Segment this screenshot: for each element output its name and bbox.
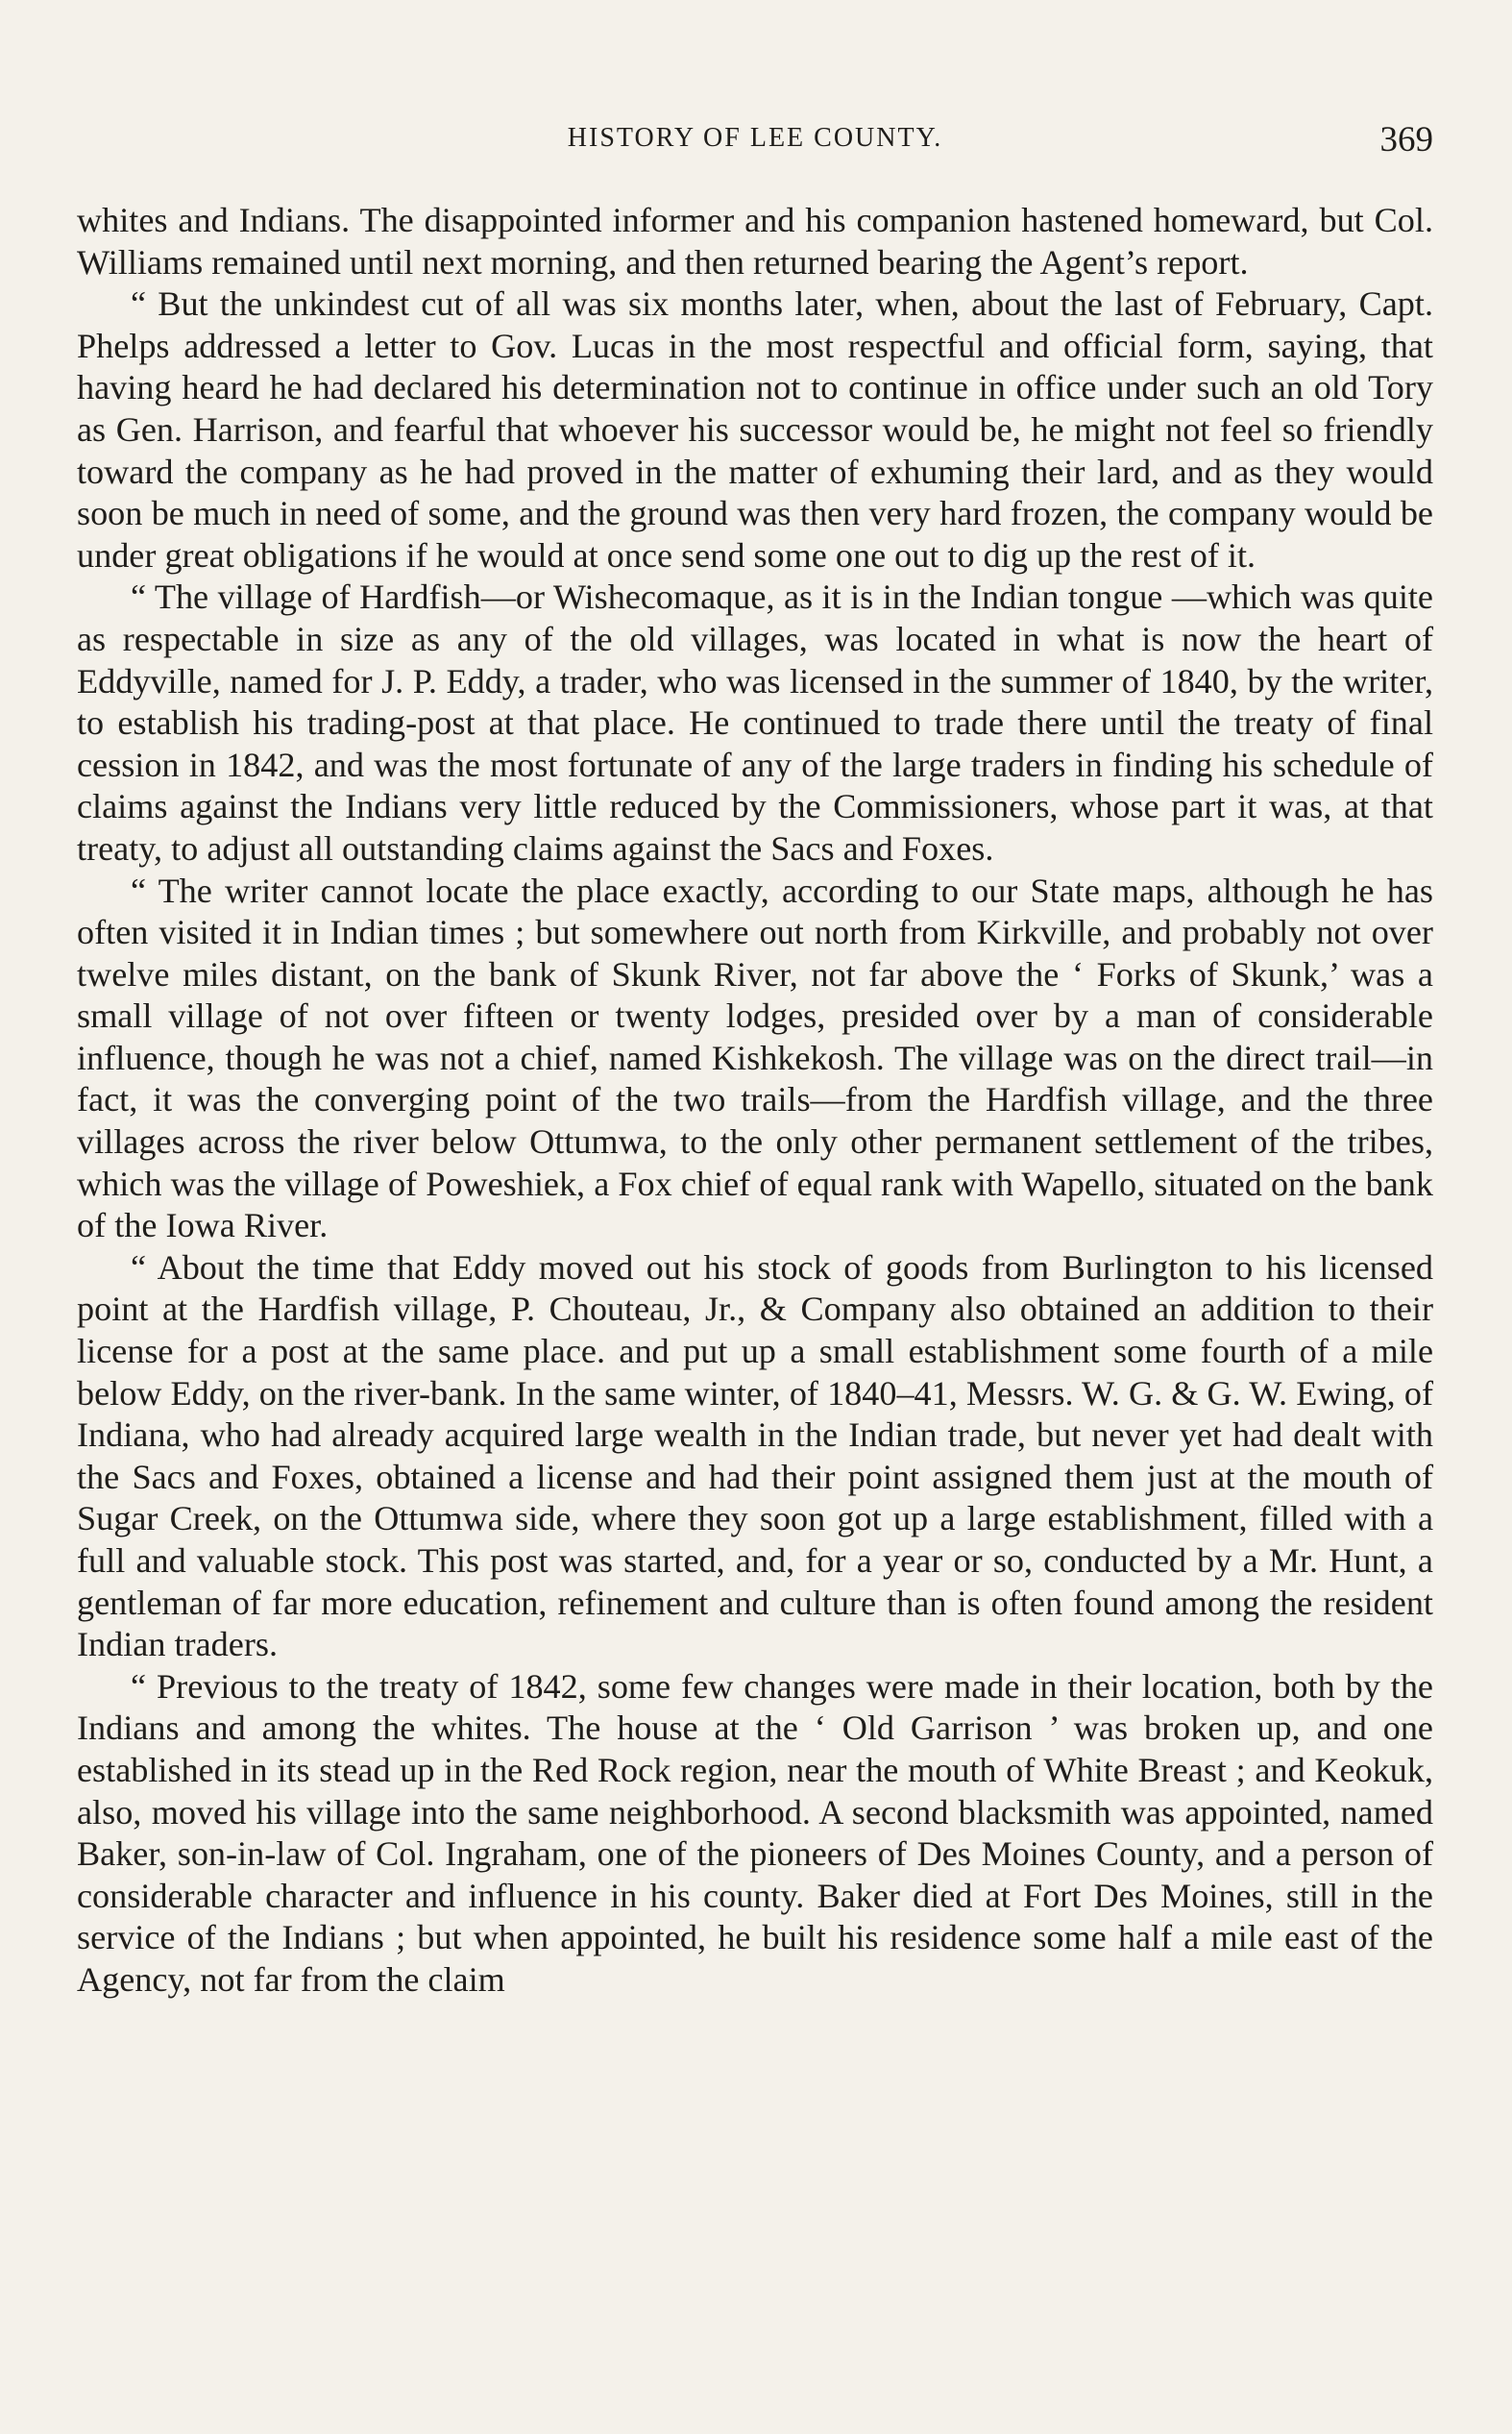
paragraph-kishkekosh-village: “ The writer cannot locate the place exactly, according to our State maps, although he has often visited it in Indian times ; but somewhere out north from Kirkville, and probably not over twelve miles distant, on the bank of Skunk River, not far above the ‘ Forks of Skunk,’ was a small village of not over fifteen or twenty lodges, presided over by a man of considerable influence, though he was not a chief, named Kishkekosh. The village was on the direct trail—in fact, it was the converging point of the two trails—from the Hardfish village, and the three villages across the river below Ottumwa, to the only other permanent settlement of the tribes, which was the village of Poweshiek, a Fox chief of equal rank with Wapello, situated on the bank of the Iowa River. (77, 871, 1433, 1245)
paragraph-continuation: whites and Indians. The disappointed informer and his companion hastened homeward, but Col. Williams remained until next morning, and then returned bearing the Agent’s report. (77, 201, 1433, 282)
page-number: 369 (1379, 120, 1433, 160)
book-page (77, 0, 1433, 2434)
running-title: HISTORY OF LEE COUNTY. (567, 123, 943, 153)
paragraph-unkindest-cut: “ But the unkindest cut of all was six months later, when, about the last of February, Capt. Phelps addressed a letter to Gov. Lucas in the most respectful and official form, saying, that having heard he had declared his determination not to continue in office under such an old Tory as Gen. Harrison, and fearful that whoever his successor would be, he might not feel so friendly toward the company as he had proved in the matter of exhuming their lard, and as they would soon be much in need of some, and the ground was then very hard frozen, the company would be under great obligations if he would at once send some one out to dig up the rest of it. (77, 284, 1433, 575)
paragraph-location-changes: “ Previous to the treaty of 1842, some few changes were made in their location, both by the Indians and among the whites. The house at the ‘ Old Garrison ’ was broken up, and one established in its stead up in the Red Rock region, near the mouth of White Breast ; and Keokuk, also, moved his village into the same neighborhood. A second blacksmith was appointed, named Baker, son-in-law of Col. Ingraham, one of the pioneers of Des Moines County, and a person of considerable character and influence in his county. Baker died at Fort Des Moines, still in the service of the Indians ; but when appointed, he built his residence some half a mile east of the Agency, not far from the claim (77, 1666, 1433, 1999)
body-text (77, 200, 1433, 2002)
paragraph-trading-posts: “ About the time that Eddy moved out his stock of goods from Burlington to his licensed point at the Hardfish village, P. Chouteau, Jr., & Company also obtained an addition to their license for a post at the same place. and put up a small establishment some fourth of a mile below Eddy, on the river-bank. In the same winter, of 1840–41, Messrs. W. G. & G. W. Ewing, of Indiana, who had already acquired large wealth in the Indian trade, but never yet had dealt with the Sacs and Foxes, obtained a license and had their point assigned them just at the mouth of Sugar Creek, on the Ottumwa side, where they soon got up a large establishment, filled with a full and valuable stock. This post was started, and, for a year or so, conducted by a Mr. Hunt, a gentleman of far more education, refinement and culture than is often found among the resident Indian traders. (77, 1247, 1433, 1664)
running-head (77, 120, 1433, 161)
paragraph-hardfish-village: “ The village of Hardfish—or Wishecomaque, as it is in the Indian tongue —which was quite as respectable in size as any of the old villages, was located in what is now the heart of Eddyville, named for J. P. Eddy, a trader, who was licensed in the summer of 1840, by the writer, to establish his trading-post at that place. He continued to trade there until the treaty of final cession in 1842, and was the most fortunate of any of the large traders in finding his schedule of claims against the Indians very little reduced by the Commissioners, whose part it was, at that treaty, to adjust all outstanding claims against the Sacs and Foxes. (77, 578, 1433, 868)
